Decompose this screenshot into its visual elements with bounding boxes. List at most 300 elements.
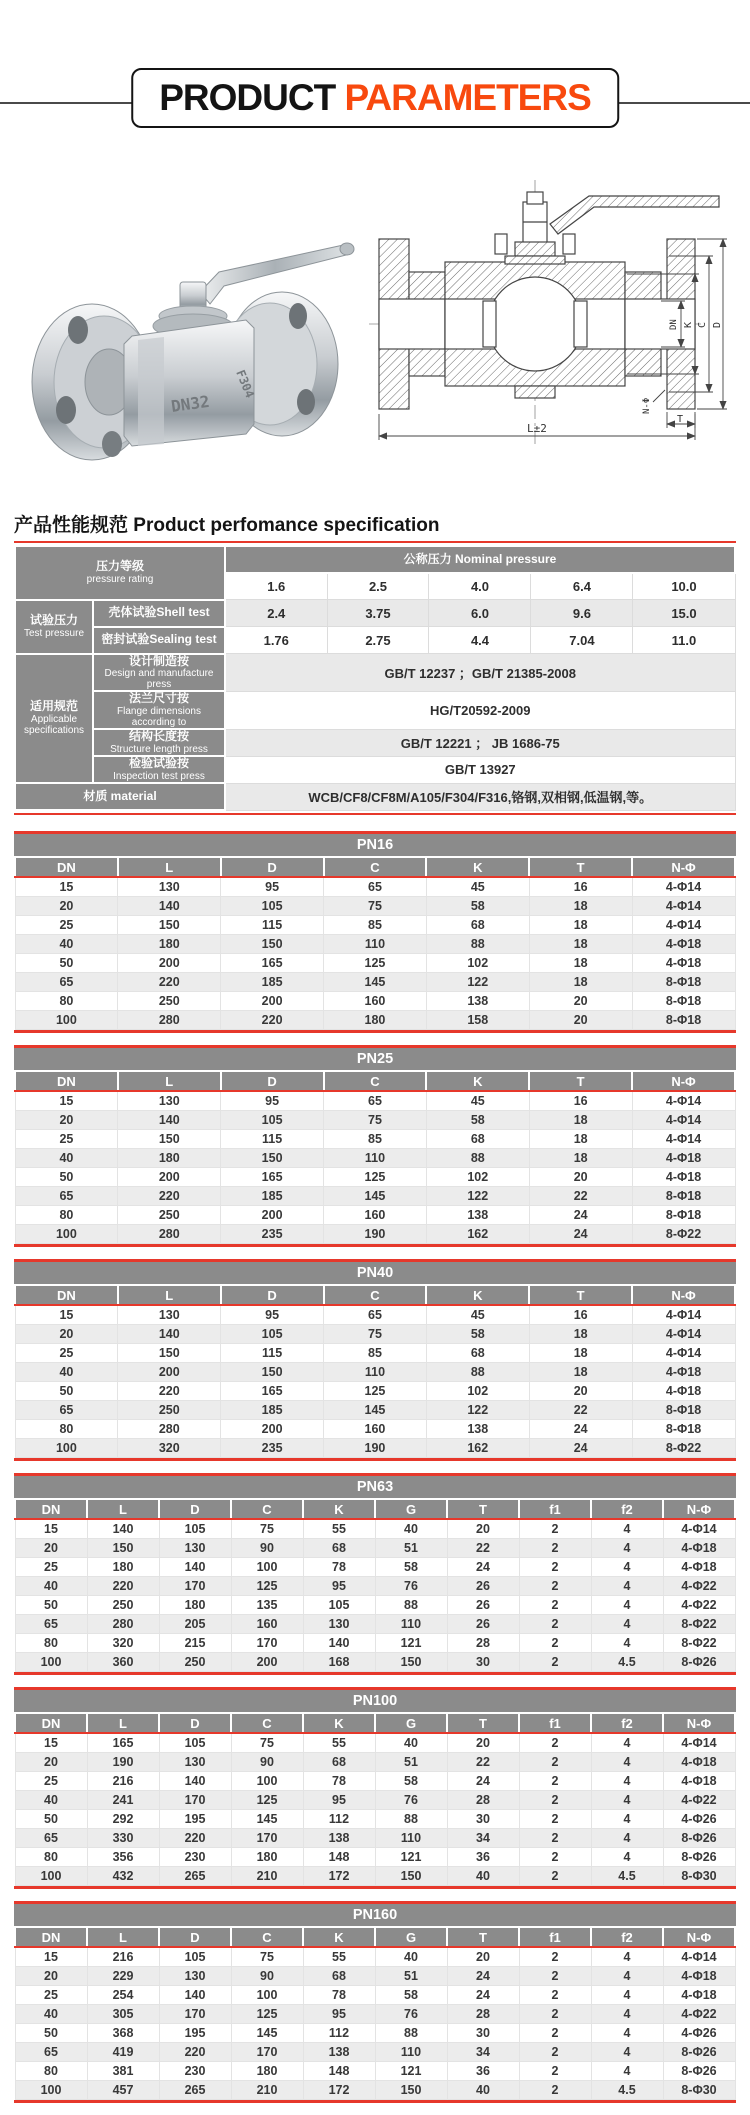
pn-cell: 8-Φ22 bbox=[663, 1634, 735, 1653]
pn-cell: 75 bbox=[231, 1519, 303, 1539]
pn-cell: 24 bbox=[529, 1439, 632, 1458]
pn-cell: 180 bbox=[159, 1596, 231, 1615]
pn-cell: 190 bbox=[324, 1439, 427, 1458]
pn-cell: 40 bbox=[15, 1791, 87, 1810]
pn-column-header: DN bbox=[15, 1072, 118, 1091]
pn-cell: 4-Φ22 bbox=[663, 1577, 735, 1596]
pn-cell: 88 bbox=[375, 2024, 447, 2043]
product-figures bbox=[0, 138, 750, 500]
pn-cell: 180 bbox=[324, 1011, 427, 1030]
pn-column-header: G bbox=[375, 1714, 447, 1733]
pn-cell: 145 bbox=[231, 2024, 303, 2043]
pn-cell: 55 bbox=[303, 1947, 375, 1967]
pn-cell: 105 bbox=[221, 897, 324, 916]
pn-table-title: PN160 bbox=[14, 1904, 736, 1928]
pn-cell: 100 bbox=[15, 2081, 87, 2100]
pn-cell: 150 bbox=[375, 2081, 447, 2100]
pn-data-row bbox=[15, 1206, 735, 1225]
dim-label-d: D bbox=[712, 321, 723, 328]
pn-cell: 215 bbox=[159, 1634, 231, 1653]
pn-cell: 150 bbox=[221, 1149, 324, 1168]
pn-data-row bbox=[15, 1187, 735, 1206]
pn-data-row bbox=[15, 1382, 735, 1401]
pn-cell: 40 bbox=[447, 2081, 519, 2100]
pn-cell: 2 bbox=[519, 1867, 591, 1886]
pn-cell: 121 bbox=[375, 1848, 447, 1867]
pn-table-pn25 bbox=[14, 1045, 736, 1247]
pn-cell: 18 bbox=[529, 1130, 632, 1149]
pn-cell: 85 bbox=[324, 1130, 427, 1149]
pn-column-header: N-Φ bbox=[663, 1500, 735, 1519]
pn-cell: 24 bbox=[529, 1225, 632, 1244]
pn-cell: 4-Φ18 bbox=[663, 1558, 735, 1577]
pn-cell: 330 bbox=[87, 1829, 159, 1848]
pn-cell: 68 bbox=[303, 1753, 375, 1772]
pn-column-header: N-Φ bbox=[632, 1286, 735, 1305]
pn-cell: 145 bbox=[324, 1401, 427, 1420]
pn-cell: 2 bbox=[519, 1577, 591, 1596]
pn-cell: 2 bbox=[519, 1829, 591, 1848]
pn-cell: 4-Φ14 bbox=[632, 1130, 735, 1149]
pn-column-header: K bbox=[303, 1928, 375, 1947]
pn-cell: 200 bbox=[231, 1653, 303, 1672]
pn-cell: 150 bbox=[375, 1867, 447, 1886]
pn-cell: 58 bbox=[426, 1325, 529, 1344]
pn-cell: 24 bbox=[447, 1986, 519, 2005]
pn-cell: 8-Φ18 bbox=[632, 992, 735, 1011]
pn-cell: 25 bbox=[15, 1344, 118, 1363]
pn-cell: 110 bbox=[324, 935, 427, 954]
pn-column-header: DN bbox=[15, 858, 118, 877]
pn-cell: 68 bbox=[426, 1130, 529, 1149]
dim-label-l: L±2 bbox=[527, 422, 547, 435]
pn-cell: 20 bbox=[15, 1539, 87, 1558]
shell-test-label: 壳体试验Shell test bbox=[93, 600, 225, 627]
pn-cell: 305 bbox=[87, 2005, 159, 2024]
pn-cell: 75 bbox=[324, 897, 427, 916]
nominal-value: 10.0 bbox=[633, 573, 735, 600]
pn-cell: 100 bbox=[15, 1439, 118, 1458]
dimension-tables bbox=[0, 831, 750, 2103]
pn-table-pn16 bbox=[14, 831, 736, 1033]
pn-cell: 250 bbox=[159, 1653, 231, 1672]
pn-cell: 8-Φ22 bbox=[632, 1439, 735, 1458]
pn-data-row bbox=[15, 1829, 735, 1848]
pn-cell: 78 bbox=[303, 1772, 375, 1791]
pn-cell: 2 bbox=[519, 1772, 591, 1791]
pn-cell: 40 bbox=[375, 1519, 447, 1539]
pn-cell: 220 bbox=[159, 2043, 231, 2062]
pn-cell: 419 bbox=[87, 2043, 159, 2062]
dim-label-k: K bbox=[683, 321, 694, 328]
pn-cell: 4 bbox=[591, 1596, 663, 1615]
pn-cell: 58 bbox=[375, 1558, 447, 1577]
pn-data-row bbox=[15, 1733, 735, 1753]
pn-cell: 75 bbox=[231, 1733, 303, 1753]
pn-cell: 105 bbox=[159, 1733, 231, 1753]
pn-cell: 216 bbox=[87, 1947, 159, 1967]
pn-cell: 4-Φ14 bbox=[663, 1519, 735, 1539]
pn-cell: 4 bbox=[591, 2062, 663, 2081]
pn-cell: 4-Φ14 bbox=[632, 877, 735, 897]
pn-cell: 4-Φ22 bbox=[663, 1791, 735, 1810]
pn-cell: 8-Φ30 bbox=[663, 1867, 735, 1886]
pn-table-title: PN100 bbox=[14, 1690, 736, 1714]
pn-cell: 4.5 bbox=[591, 1867, 663, 1886]
pn-column-header: K bbox=[426, 858, 529, 877]
structure-value: GB/T 12221 ； JB 1686-75 bbox=[225, 729, 735, 756]
pn-data-row bbox=[15, 1130, 735, 1149]
pn-cell: 140 bbox=[87, 1519, 159, 1539]
pn-cell: 200 bbox=[118, 1363, 221, 1382]
pn-cell: 8-Φ22 bbox=[663, 1615, 735, 1634]
pn-cell: 58 bbox=[426, 897, 529, 916]
pn-data-row bbox=[15, 935, 735, 954]
pn-cell: 158 bbox=[426, 1011, 529, 1030]
pn-cell: 4-Φ18 bbox=[663, 1753, 735, 1772]
pn-cell: 138 bbox=[426, 992, 529, 1011]
pn-cell: 4 bbox=[591, 1772, 663, 1791]
pn-cell: 80 bbox=[15, 1848, 87, 1867]
pn-cell: 110 bbox=[375, 2043, 447, 2062]
sealing-value: 11.0 bbox=[633, 627, 735, 654]
pn-data-row bbox=[15, 897, 735, 916]
pn-cell: 2 bbox=[519, 1986, 591, 2005]
pn-cell: 75 bbox=[231, 1947, 303, 1967]
pn-cell: 162 bbox=[426, 1225, 529, 1244]
pn-cell: 2 bbox=[519, 2062, 591, 2081]
pn-cell: 110 bbox=[375, 1829, 447, 1848]
pn-dimension-table bbox=[14, 1714, 736, 1886]
pn-cell: 2 bbox=[519, 1947, 591, 1967]
pn-column-header: D bbox=[221, 858, 324, 877]
pn-header-row bbox=[15, 1072, 735, 1091]
pn-cell: 320 bbox=[118, 1439, 221, 1458]
pn-cell: 95 bbox=[221, 1305, 324, 1325]
pn-cell: 102 bbox=[426, 1382, 529, 1401]
pn-cell: 230 bbox=[159, 1848, 231, 1867]
pn-cell: 65 bbox=[324, 1091, 427, 1111]
pn-cell: 4-Φ14 bbox=[632, 1344, 735, 1363]
pn-cell: 4-Φ18 bbox=[663, 1986, 735, 2005]
pn-cell: 130 bbox=[159, 1539, 231, 1558]
pn-cell: 20 bbox=[447, 1519, 519, 1539]
structure-label: 结构长度按 Structure length press bbox=[93, 729, 225, 756]
pn-cell: 65 bbox=[15, 973, 118, 992]
pn-cell: 160 bbox=[324, 992, 427, 1011]
inspection-value: GB/T 13927 bbox=[225, 756, 735, 783]
pn-data-row bbox=[15, 1558, 735, 1577]
pn-cell: 320 bbox=[87, 1634, 159, 1653]
pn-cell: 165 bbox=[87, 1733, 159, 1753]
pn-cell: 180 bbox=[118, 1149, 221, 1168]
pn-cell: 50 bbox=[15, 1382, 118, 1401]
pn-cell: 185 bbox=[221, 973, 324, 992]
pn-cell: 58 bbox=[375, 1772, 447, 1791]
applicable-specs-label: 适用规范 Applicable specifications bbox=[15, 654, 93, 784]
pn-column-header: f2 bbox=[591, 1500, 663, 1519]
pn-cell: 4-Φ14 bbox=[632, 1111, 735, 1130]
pn-column-header: C bbox=[324, 858, 427, 877]
pn-cell: 26 bbox=[447, 1577, 519, 1596]
test-pressure-label: 试验压力 Test pressure bbox=[15, 600, 93, 654]
pn-column-header: f1 bbox=[519, 1500, 591, 1519]
pn-cell: 76 bbox=[375, 2005, 447, 2024]
pn-cell: 150 bbox=[221, 935, 324, 954]
pn-cell: 4-Φ18 bbox=[632, 1382, 735, 1401]
pn-data-row bbox=[15, 1519, 735, 1539]
pn-cell: 4 bbox=[591, 1947, 663, 1967]
pn-cell: 130 bbox=[118, 877, 221, 897]
sealing-value: 7.04 bbox=[531, 627, 633, 654]
pressure-rating-label: 压力等级 pressure rating bbox=[15, 546, 225, 600]
pn-cell: 40 bbox=[15, 2005, 87, 2024]
pn-data-row bbox=[15, 1634, 735, 1653]
pn-table-pn100 bbox=[14, 1687, 736, 1889]
page-title-orange: PARAMETERS bbox=[344, 77, 591, 118]
pn-cell: 8-Φ18 bbox=[632, 1401, 735, 1420]
pn-cell: 162 bbox=[426, 1439, 529, 1458]
flange-label: 法兰尺寸按 Flange dimensions according to bbox=[93, 691, 225, 729]
pn-cell: 130 bbox=[118, 1091, 221, 1111]
pn-cell: 40 bbox=[15, 1149, 118, 1168]
pn-cell: 381 bbox=[87, 2062, 159, 2081]
valve-drawing-svg bbox=[365, 144, 733, 484]
pn-data-row bbox=[15, 1810, 735, 1829]
pn-cell: 235 bbox=[221, 1225, 324, 1244]
pn-cell: 76 bbox=[375, 1791, 447, 1810]
page-title-black: PRODUCT bbox=[159, 77, 336, 118]
pn-cell: 220 bbox=[221, 1011, 324, 1030]
pn-cell: 125 bbox=[231, 2005, 303, 2024]
pn-data-row bbox=[15, 2043, 735, 2062]
pn-cell: 2 bbox=[519, 1967, 591, 1986]
flange-value: HG/T20592-2009 bbox=[225, 691, 735, 729]
pn-cell: 20 bbox=[15, 1111, 118, 1130]
pn-data-row bbox=[15, 1091, 735, 1111]
pn-data-row bbox=[15, 1225, 735, 1244]
pn-cell: 112 bbox=[303, 2024, 375, 2043]
pn-cell: 160 bbox=[231, 1615, 303, 1634]
pn-cell: 250 bbox=[118, 1206, 221, 1225]
pn-cell: 150 bbox=[375, 1653, 447, 1672]
pn-cell: 140 bbox=[159, 1558, 231, 1577]
pn-cell: 4 bbox=[591, 1848, 663, 1867]
pn-cell: 4 bbox=[591, 1539, 663, 1558]
pn-data-row bbox=[15, 1363, 735, 1382]
pn-cell: 200 bbox=[118, 954, 221, 973]
pn-cell: 170 bbox=[231, 1829, 303, 1848]
pn-data-row bbox=[15, 1344, 735, 1363]
pn-cell: 150 bbox=[118, 1344, 221, 1363]
pn-cell: 122 bbox=[426, 973, 529, 992]
pn-cell: 68 bbox=[426, 916, 529, 935]
pn-cell: 55 bbox=[303, 1733, 375, 1753]
pn-cell: 2 bbox=[519, 1653, 591, 1672]
pn-data-row bbox=[15, 1867, 735, 1886]
pn-cell: 4-Φ14 bbox=[632, 1325, 735, 1344]
pn-cell: 4.5 bbox=[591, 2081, 663, 2100]
pn-cell: 15 bbox=[15, 1519, 87, 1539]
pn-cell: 195 bbox=[159, 1810, 231, 1829]
dim-label-nphi: N-Φ bbox=[642, 397, 652, 414]
pn-column-header: f1 bbox=[519, 1928, 591, 1947]
pn-cell: 50 bbox=[15, 1810, 87, 1829]
pn-cell: 180 bbox=[231, 1848, 303, 1867]
pn-cell: 34 bbox=[447, 1829, 519, 1848]
pn-column-header: T bbox=[447, 1714, 519, 1733]
pn-cell: 148 bbox=[303, 2062, 375, 2081]
pn-cell: 24 bbox=[447, 1967, 519, 1986]
pn-data-row bbox=[15, 1168, 735, 1187]
pn-cell: 2 bbox=[519, 1753, 591, 1772]
pn-column-header: L bbox=[118, 1072, 221, 1091]
pn-cell: 4-Φ18 bbox=[663, 1967, 735, 1986]
pn-cell: 20 bbox=[529, 1011, 632, 1030]
pn-data-row bbox=[15, 1772, 735, 1791]
pn-cell: 122 bbox=[426, 1401, 529, 1420]
pn-cell: 4.5 bbox=[591, 1653, 663, 1672]
pn-cell: 160 bbox=[324, 1206, 427, 1225]
pn-table-pn40 bbox=[14, 1259, 736, 1461]
pn-cell: 100 bbox=[231, 1986, 303, 2005]
pn-data-row bbox=[15, 916, 735, 935]
valve-photo bbox=[14, 144, 359, 499]
pn-cell: 4-Φ18 bbox=[632, 954, 735, 973]
page-header bbox=[0, 0, 750, 138]
pn-cell: 190 bbox=[324, 1225, 427, 1244]
pn-cell: 138 bbox=[303, 2043, 375, 2062]
pn-cell: 115 bbox=[221, 916, 324, 935]
pn-cell: 432 bbox=[87, 1867, 159, 1886]
pn-cell: 190 bbox=[87, 1753, 159, 1772]
pn-cell: 172 bbox=[303, 1867, 375, 1886]
pn-column-header: DN bbox=[15, 1714, 87, 1733]
pn-header-row bbox=[15, 1714, 735, 1733]
nominal-value: 1.6 bbox=[225, 573, 327, 600]
pn-cell: 121 bbox=[375, 1634, 447, 1653]
pn-cell: 4 bbox=[591, 1810, 663, 1829]
pn-cell: 140 bbox=[118, 897, 221, 916]
pn-column-header: K bbox=[426, 1072, 529, 1091]
pn-cell: 20 bbox=[529, 1382, 632, 1401]
pn-cell: 26 bbox=[447, 1596, 519, 1615]
design-value: GB/T 12237 ；GB/T 21385-2008 bbox=[225, 654, 735, 692]
pn-data-row bbox=[15, 1539, 735, 1558]
pn-cell: 75 bbox=[324, 1325, 427, 1344]
pn-cell: 78 bbox=[303, 1558, 375, 1577]
pn-cell: 18 bbox=[529, 1149, 632, 1168]
pn-cell: 160 bbox=[324, 1420, 427, 1439]
pn-cell: 65 bbox=[15, 1829, 87, 1848]
pn-cell: 105 bbox=[159, 1947, 231, 1967]
pn-cell: 25 bbox=[15, 1772, 87, 1791]
pn-cell: 138 bbox=[426, 1420, 529, 1439]
pn-cell: 51 bbox=[375, 1539, 447, 1558]
pn-data-row bbox=[15, 1753, 735, 1772]
pn-cell: 165 bbox=[221, 1168, 324, 1187]
pn-cell: 24 bbox=[529, 1206, 632, 1225]
pn-cell: 15 bbox=[15, 1733, 87, 1753]
pn-cell: 65 bbox=[15, 1401, 118, 1420]
pn-data-row bbox=[15, 1596, 735, 1615]
pn-cell: 241 bbox=[87, 1791, 159, 1810]
pn-cell: 50 bbox=[15, 1168, 118, 1187]
pn-table-title: PN40 bbox=[14, 1262, 736, 1286]
pn-cell: 265 bbox=[159, 2081, 231, 2100]
pn-cell: 18 bbox=[529, 916, 632, 935]
pn-cell: 65 bbox=[15, 1615, 87, 1634]
material-value: WCB/CF8/CF8M/A105/F304/F316,铬钢,双相钢,低温钢,等。 bbox=[225, 783, 735, 810]
pn-cell: 88 bbox=[375, 1596, 447, 1615]
pn-cell: 138 bbox=[303, 1829, 375, 1848]
sealing-value: 1.76 bbox=[225, 627, 327, 654]
pn-column-header: L bbox=[87, 1714, 159, 1733]
pn-column-header: DN bbox=[15, 1500, 87, 1519]
pn-column-header: D bbox=[221, 1072, 324, 1091]
pn-cell: 185 bbox=[221, 1401, 324, 1420]
pn-cell: 140 bbox=[118, 1325, 221, 1344]
pn-data-row bbox=[15, 1149, 735, 1168]
pn-cell: 58 bbox=[375, 1986, 447, 2005]
pn-cell: 125 bbox=[231, 1791, 303, 1810]
pn-column-header: K bbox=[303, 1714, 375, 1733]
pn-cell: 205 bbox=[159, 1615, 231, 1634]
pn-header-row bbox=[15, 1928, 735, 1947]
pn-cell: 220 bbox=[118, 1187, 221, 1206]
pn-cell: 4 bbox=[591, 1519, 663, 1539]
pn-cell: 172 bbox=[303, 2081, 375, 2100]
pn-cell: 165 bbox=[221, 954, 324, 973]
pn-cell: 20 bbox=[529, 1168, 632, 1187]
pn-cell: 2 bbox=[519, 1634, 591, 1653]
pn-dimension-table bbox=[14, 858, 736, 1030]
pn-cell: 105 bbox=[159, 1519, 231, 1539]
pn-data-row bbox=[15, 877, 735, 897]
pn-cell: 115 bbox=[221, 1344, 324, 1363]
pn-data-row bbox=[15, 1986, 735, 2005]
pn-cell: 18 bbox=[529, 935, 632, 954]
pn-cell: 24 bbox=[447, 1558, 519, 1577]
valve-photo-svg bbox=[14, 144, 359, 494]
pn-cell: 100 bbox=[15, 1653, 87, 1672]
pn-column-header: T bbox=[447, 1928, 519, 1947]
pn-cell: 20 bbox=[15, 1753, 87, 1772]
pn-data-row bbox=[15, 2024, 735, 2043]
sealing-test-label: 密封试验Sealing test bbox=[93, 627, 225, 654]
pn-cell: 16 bbox=[529, 1305, 632, 1325]
pn-cell: 356 bbox=[87, 1848, 159, 1867]
pn-cell: 110 bbox=[324, 1363, 427, 1382]
pn-cell: 15 bbox=[15, 1947, 87, 1967]
pn-cell: 210 bbox=[231, 1867, 303, 1886]
pn-cell: 18 bbox=[529, 1363, 632, 1382]
pn-cell: 2 bbox=[519, 2043, 591, 2062]
pn-cell: 8-Φ26 bbox=[663, 1848, 735, 1867]
pn-cell: 8-Φ18 bbox=[632, 973, 735, 992]
pn-cell: 85 bbox=[324, 1344, 427, 1363]
pn-cell: 250 bbox=[118, 1401, 221, 1420]
pn-cell: 68 bbox=[303, 1539, 375, 1558]
pn-cell: 2 bbox=[519, 1519, 591, 1539]
pn-column-header: G bbox=[375, 1500, 447, 1519]
nominal-value: 6.4 bbox=[531, 573, 633, 600]
pn-cell: 2 bbox=[519, 1539, 591, 1558]
pn-cell: 2 bbox=[519, 1615, 591, 1634]
pn-cell: 4-Φ26 bbox=[663, 1810, 735, 1829]
pn-column-header: DN bbox=[15, 1286, 118, 1305]
pn-cell: 150 bbox=[118, 916, 221, 935]
